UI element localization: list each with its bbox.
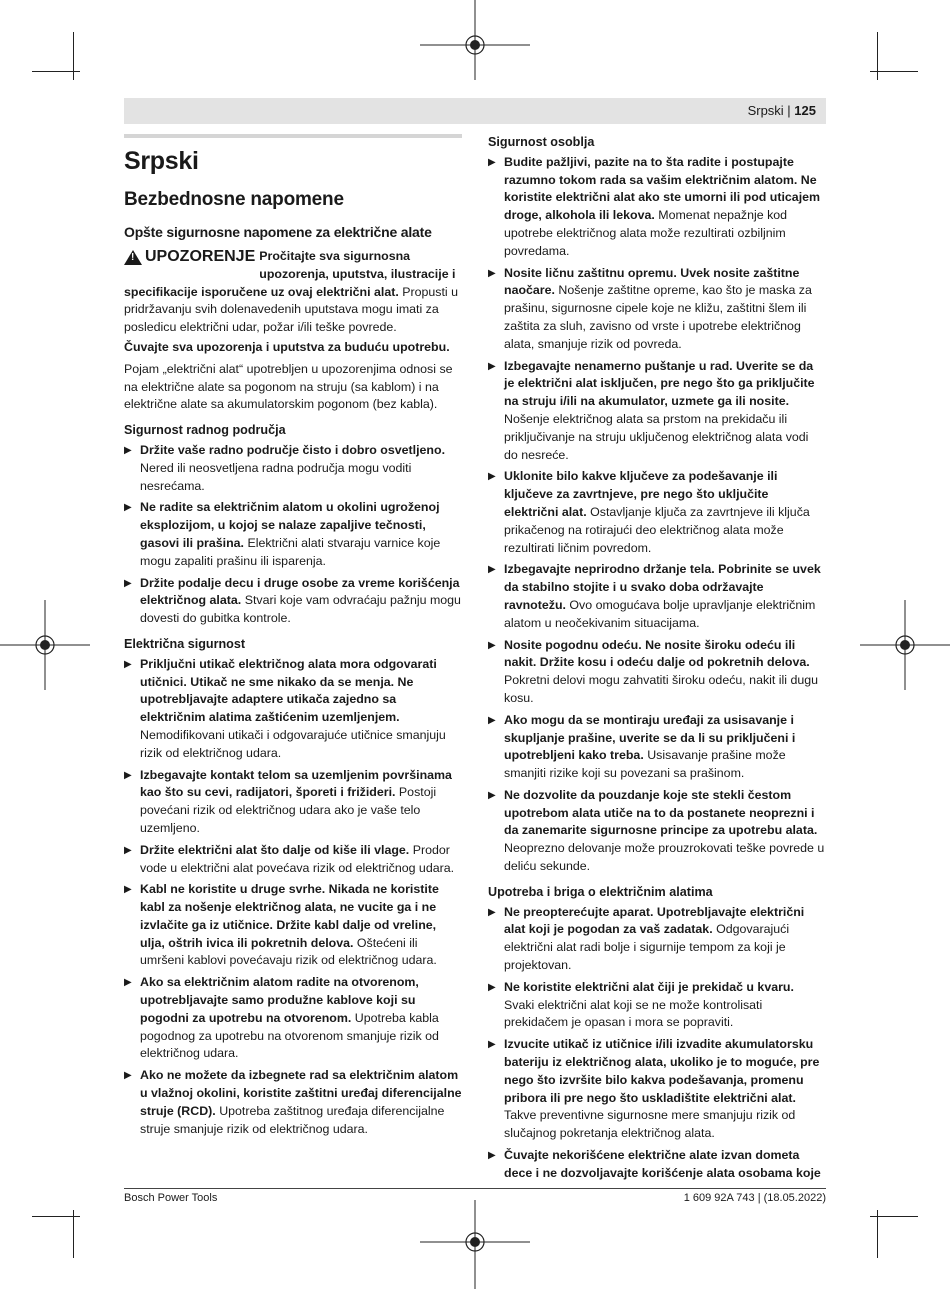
list-item-text: Neoprezno delovanje može prouzrokovati teške povrede u deliću sekunde.	[504, 841, 825, 874]
list-item-bold: Držite električni alat što dalje od kiše ili vlage.	[140, 842, 410, 857]
list-item	[124, 842, 462, 878]
list-item-bold: Ako sa električnim alatom radite na otvorenom, upotrebljavajte samo produžne kablove koji su pogodni za upotrebu na otvorenom.	[140, 975, 419, 1025]
list-item	[488, 358, 825, 465]
subsection-heading: Sigurnost osoblja	[488, 135, 595, 149]
list-item	[124, 499, 462, 570]
list-item-bold: Izbegavajte neprirodno držanje tela. Pobrinite se uvek da stabilno stojite i u svako doba održavajte ravnotežu.	[504, 562, 821, 612]
registration-mark-left-icon	[0, 600, 90, 690]
list-item-bold: Ne koristite električni alat čiji je prekidač u kvaru.	[504, 979, 794, 994]
list-item-bold: Držite podalje decu i druge osobe za vreme korišćenja električnog alata.	[140, 575, 460, 608]
list-item-text: Stvari koje vam odvraćaju pažnju mogu dovesti do gubitka kontrole.	[140, 593, 461, 626]
list-item-text: Svaki električni alat koji se ne može kontrolisati prekidačem je opasan i mora se popraviti.	[504, 997, 763, 1030]
crop-mark	[877, 1210, 878, 1258]
list-item-bold: Ako ne možete da izbegnete rad sa električnim alatom u vlažnoj okolini, koristite zaštitni uređaj diferencijalne struje (RCD).	[140, 1068, 462, 1118]
list-item	[488, 1147, 825, 1183]
list-item-bold: Čuvajte nekorišćene električne alate izvan dometa dece i ne dozvoljavajte korišćenje alata osobama koje	[504, 1148, 821, 1180]
list-item-text: Nošenje električnog alata sa prstom na prekidaču ili priključivanje na struju uključenog električnog alata vodi do nesreće.	[504, 411, 809, 462]
list-item-bold: Držite vaše radno područje čisto i dobro osvetljeno.	[140, 442, 446, 457]
list-item-text: Ovo omogućava bolje upravljanje električnim alatom u neočekivanim situacijama.	[504, 597, 816, 630]
list-item-bold: Budite pažljivi, pazite na to šta radite i postupajte razumno tokom rada sa vašim električnim alatom. Ne koristite električni alat ako ste umorni ili pod uticajem droge, alkohola ili lekova.	[504, 154, 821, 223]
right-column	[488, 134, 825, 1187]
warning-triangle-icon	[124, 250, 142, 265]
list-item-bold: Kabl ne koristite u druge svrhe. Nikada ne koristite kabl za nošenje električnog alata, ne vucite ga i ne izvlačite ga iz utičnice. Držite kabl dalje od vreline, ulja, oštrih ivica ili pokretnih delova.	[140, 882, 439, 950]
list-item-text: Upotreba kabla pogodnog za upotrebu na otvorenom smanjuje rizik od električnog udara.	[140, 1010, 439, 1061]
registration-mark-bottom-icon	[420, 1200, 530, 1289]
list-item	[124, 881, 462, 970]
registration-mark-right-icon	[860, 600, 950, 690]
list-item-bold: Izvucite utikač iz utičnice i/ili izvadite akumulatorsku bateriju iz električnog alata, ukoliko je to moguće, pre nego što izvršite bilo kakva podešavanja, promenu pribora ili pre nego što uskladištite električni alat.	[504, 1037, 820, 1105]
warning-block	[124, 248, 462, 337]
crop-mark	[870, 1216, 918, 1217]
title-rule	[124, 134, 462, 138]
footer-rule	[124, 1188, 826, 1189]
section-heading: Opšte sigurnosne napomene za električne alate	[124, 224, 432, 240]
subsection-heading: Upotreba i briga o električnim alatima	[488, 884, 713, 899]
list-item-text: Oštećeni ili umršeni kablovi povećavaju rizik od električnog udara.	[140, 935, 437, 968]
list-item-bold: Nosite ličnu zaštitnu opremu. Uvek nosite zaštitne naočare.	[504, 265, 800, 298]
list-item-bold: Priključni utikač električnog alata mora odgovarati utičnici. Utikač ne sme nikako da se menja. Ne upotrebljavajte adaptere utikača zajedno sa električnim alatima zaštićenim uzemljenjem.	[140, 656, 437, 725]
list-item	[488, 787, 825, 876]
warning-normal-text: Propusti u pridržavanju svih dolenavedenih uputstava mogu imati za posledicu električni udar, požar i/ili teške povrede.	[124, 284, 459, 335]
list-item-text: Nered ili neosvetljena radna područja mogu voditi nesrećama.	[140, 460, 412, 493]
list-item	[488, 637, 825, 708]
list-item-bold: Nosite pogodnu odeću. Ne nosite široku odeću ili nakit. Držite kosu i odeću dalje od pokretnih delova.	[504, 637, 810, 670]
crop-mark	[877, 32, 878, 80]
page-title: Srpski	[124, 147, 199, 175]
warning-label	[124, 248, 255, 266]
list-item-bold: Ne preopterećujte aparat. Upotrebljavajte električni alat koji je pogodan za vaš zadatak.	[504, 904, 805, 937]
list-item	[488, 561, 825, 632]
right-sections	[488, 134, 825, 1183]
list-item	[124, 575, 462, 628]
list-item-bold: Izbegavajte kontakt telom sa uzemljenim površinama kao što su cevi, radijatori, šporeti i frižideri.	[140, 767, 452, 800]
list-item	[124, 974, 462, 1063]
list-item-text: Prodor vode u električni alat povećava rizik od električnog udara.	[140, 842, 455, 875]
list-item	[488, 265, 825, 354]
list-item-bold: Ako mogu da se montiraju uređaji za usisavanje i skupljanje prašine, uverite se da li su priključeni i upotrebljeni kako treba.	[504, 712, 796, 763]
header-language: Srpski	[747, 103, 784, 118]
crop-mark	[32, 71, 80, 72]
list-item	[124, 1067, 462, 1138]
list-item-text: Pokretni delovi mogu zahvatiti široku odeću, nakit ili dugu kosu.	[504, 673, 819, 705]
list-item	[488, 468, 825, 557]
crop-mark	[73, 32, 74, 80]
page-number: 125	[794, 103, 816, 118]
page-subtitle: Bezbednosne napomene	[124, 189, 344, 210]
header-text	[748, 103, 816, 118]
page-header	[124, 98, 826, 124]
list-item	[488, 904, 825, 975]
list-item	[488, 1036, 825, 1143]
list-item-text: Ostavljanje ključa za zavrtnjeve ili ključa prikačenog na rotirajući deo električnog alata može rezultirati ličnim povredom.	[504, 504, 810, 555]
subsection-heading: Električna sigurnost	[124, 636, 246, 651]
header-separator: |	[783, 103, 795, 118]
list-item-text: Odgovarajući električni alat radi bolje i sigurnije tempom za koji je projektovan.	[504, 922, 790, 973]
list-item	[488, 154, 825, 261]
list-item-text: Nošenje zaštitne opreme, kao što je maska za prašinu, sigurnosne cipele koje ne kližu, zaštitni šlem ili zaštita za sluh, zavisno od vrste i upotrebe električnog alata, smanjuje rizik od povreda.	[504, 283, 812, 351]
list-item	[488, 979, 825, 1032]
footer-publisher: Bosch Power Tools	[124, 1192, 218, 1204]
warning-bold-text: Pročitajte sva sigurnosna upozorenja, uputstva, ilustracije i specifikacije isporučene uz ovaj električni alat.	[124, 249, 456, 299]
list-item-text: Električni alati stvaraju varnice koje mogu zapaliti prašinu ili isparenja.	[140, 535, 441, 568]
list-item-text: Nemodifikovani utikači i odgovarajuće utičnice smanjuju rizik od električnog udara.	[140, 727, 446, 760]
term-paragraph: Pojam „električni alat“ upotrebljen u upozorenjima odnosi se na električne alate sa pogonom na struju (sa kablom) i na električne alate sa akumulatorskim pogonom (bez kabla).	[124, 361, 453, 412]
list-item	[488, 712, 825, 783]
list-item-text: Takve preventivne sigurnosne mere smanjuju rizik od slučajnog pokretanja električnog alata.	[504, 1108, 796, 1141]
list-item-text: Momenat nepažnje kod upotrebe električnog alata može rezultirati ozbiljnim povredama.	[504, 208, 788, 258]
list-item-bold: Uklonite bilo kakve ključeve za podešavanje ili ključeve za zavrtnjeve, pre nego što uključite električni alat.	[504, 469, 778, 519]
crop-mark	[870, 71, 918, 72]
registration-mark-top-icon	[420, 0, 530, 90]
list-item-bold: Ne dozvolite da pouzdanje koje ste stekli čestom upotrebom alata utiče na to da postanete neoprezni i da zanemarite sigurnosne principe za upotrebu alata.	[504, 787, 818, 838]
left-column	[124, 140, 462, 1142]
list-item-text: Upotreba zaštitnog uređaja diferencijalne struje smanjuje rizik od električnog udara.	[140, 1103, 445, 1136]
list-item	[124, 767, 462, 838]
footer-doc-number: 1 609 92A 743 | (18.05.2022)	[683, 1192, 826, 1204]
warning-label-text: UPOZORENJE	[145, 248, 256, 265]
list-item-bold: Izbegavajte nenamerno puštanje u rad. Uverite se da je električni alat isključen, pre nego što ga priključite na struju i/ili na akumulator, uzmete ga ili nosite.	[504, 358, 815, 409]
crop-mark	[73, 1210, 74, 1258]
list-item-text: Usisavanje prašine može smanjiti rizike koji su povezani sa prašinom.	[504, 748, 786, 781]
list-item-text: Postoji povećani rizik od električnog udara ako je vaše telo uzemljeno.	[140, 785, 437, 835]
list-item	[124, 656, 462, 763]
keep-instructions: Čuvajte sva upozorenja i uputstva za buduću upotrebu.	[124, 339, 450, 354]
crop-mark	[32, 1216, 80, 1217]
list-item-bold: Ne radite sa električnim alatom u okolini ugroženoj eksplozijom, u kojoj se nalaze zapaljive tečnosti, gasovi ili prašina.	[140, 500, 440, 550]
subsection-heading: Sigurnost radnog područja	[124, 423, 286, 438]
list-item	[124, 442, 462, 495]
left-sections	[124, 422, 462, 1138]
